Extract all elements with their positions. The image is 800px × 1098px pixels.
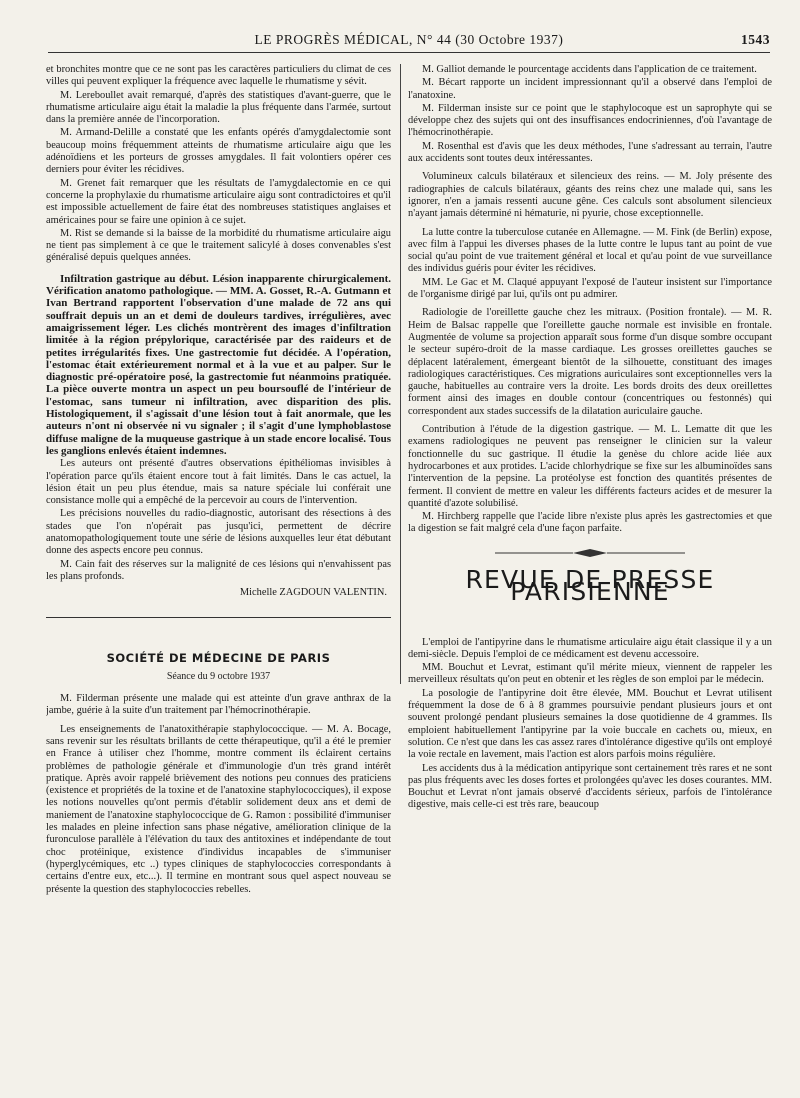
page-number: 1543 (741, 32, 770, 47)
paragraph: MM. Le Gac et M. Claqué appuyant l'exposé de l'auteur insistent sur l'importance de l'organisme dirigé par lui, qu'ils ont pu admirer. (408, 276, 772, 301)
paragraph: M. Galliot demande le pourcentage accidents dans l'application de ce traitement. (422, 64, 757, 75)
paragraph: M. Bécart rapporte un incident impressionnant qu'il a observé dans l'emploi de l'anatoxine. (408, 77, 772, 101)
left-column (46, 64, 391, 1086)
paragraph: M. Rist se demande si la baisse de la morbidité du rhumatisme articulaire aigu ne tient pas simplement à ce que le traitement salicylé à doses convenables s'est généralisé depuis quelques années. (46, 227, 391, 264)
section-paragraph: Volumineux calculs bilatéraux et silencieux des reins. — M. Joly présente des radiographies de calculs bilatéraux, géants des reins chez une malade qui, sans les ignorer, n'en a jamais ressenti aucune gêne. Ces calculs sont absolument silencieux n'ayant jamais déterminé ni hématurie, ni pyurie, chose exceptionnelle. (408, 171, 772, 220)
society-heading: SOCIÉTÉ DE MÉDECINE DE PARIS (106, 651, 331, 666)
column-divider (400, 64, 401, 684)
paragraph: M. Rosenthal est d'avis que les deux méthodes, l'une s'adressant au terrain, l'autre aux accidents sont toutes deux intéressantes. (408, 140, 772, 165)
section-paragraph: Contribution à l'étude de la digestion gastrique. — M. L. Lematte dit que les examens radiologiques ne peuvent pas renseigner le clinicien sur la valeur fonctionnelle du suc gastrique. Il étudie la genèse du chlore acide liée aux hydrocarbones et aux protides. L'acide chlorhydrique se fixe sur les albuminoïdes sans l'intervention de la pepsine. La protéolyse est fonction des quantités présentes de ferment. Il convient de mettre en valeur les différents facteurs acides et de mesurer la quantité d'azote solubilisé. (408, 424, 772, 509)
section-paragraph: Infiltration gastrique au début. Lésion inapparente chirurgicalement. Vérification anatomo pathologique. — MM. A. Gosset, R.-A. Gutmann et Ivan Bertrand rapportent l'observation d'une malade de 72 ans qui souffrait depuis un an et demi de douleurs tardives, irrégulières, avec amaigrissement léger. Les clichés montrèrent des images d'infiltration limitée à la région prépylorique, caractérisée par des raideurs et de petites irrégularités fixes. Une gastrectomie fut décidée. A l'opération, l'estomac était extérieurement normal et à la vue et au palper. Sur le diagnostic pré-opératoire posé, la gastrectomie fut néanmoins pratiquée. La pièce ouverte montra un aspect un peu boursouflé de l'intérieur de l'estomac, sans tumeur ni infiltration, avec disparition des plis. Histologiquement, il s'agissait d'une lésion tout à fait anormale, que les auteurs n'ont ni observée ni vu signaler ; il s'agit d'une lymphoblastose diffuse maligne de la muqueuse gastrique à un stade encore localisé. Tous les ganglions enlevés étaient indemnes. (46, 272, 391, 457)
paragraph: M. Filderman présente une malade qui est atteinte d'un grave anthrax de la jambe, guérie à la suite d'un traitement par l'hémocrinothérapie. (46, 693, 391, 717)
revue-heading: REVUE DE PRESSE PARISIENNE (465, 564, 715, 607)
ornament-rule (408, 548, 772, 560)
section-paragraph: Les enseignements de l'anatoxithérapie staphylococcique. — M. A. Bocage, sans revenir sur les résultats brillants de cette thérapeutique, qu'il a été le premier en France à utiliser chez l'homme, montre comment ils éclairent certains problèmes de pathologie générale et d'immunologie d'un très grand intérêt pratique. Après avoir rappelé brièvement des notions peu connues des praticiens (existence et propriétés de la toxine et de l'anatoxine staphylococciques), il expose les notions nouvelles qu'ont permis d'établir solidement deux ans et demi de maniement de l'anatoxine staphylococcique de G. Ramon : possibilité d'immuniser les malades en pleine infection sans phase négative, amélioration clinique de la furonculose parallèle à l'élévation du taux des antitoxines et indépendante de tout choc protéinique, existence d'individus incapables de s'immuniser (hyperglycémiques, etc ..) types cliniques de staphylococcies correspondants à certains d'entre eux, etc...). Il termine en montrant sous quel aspect nouveau se présente la question des staphylococcies rebelles. (46, 723, 391, 895)
session-date: Séance du 9 octobre 1937 (166, 670, 271, 682)
paragraph: La posologie de l'antipyrine doit être élevée, MM. Bouchut et Levrat utilisent fréquemment la dose de 6 à 8 grammes poursuivie pendant plusieurs jours et ont souvent prolongé pendant plusieurs semaines la dose quotidienne de 4 grammes. Ils emploient habituellement l'antipyrine par la voie buccale en cachets ou, mieux, en solution. Ce n'est que dans les cas assez rares d'intolérance digestive qu'ils ont employé la voie rectale en lavement, mais l'action est alors parfois moins régulière. (408, 687, 772, 761)
paragraph: Les accidents dus à la médication antipyrique sont certainement très rares et ne sont pas plus fréquents avec les doses fortes et prolongées qu'avec les doses courantes. MM. Bouchut et Levrat n'ont jamais observé d'accidents sérieux, parfois de l'intolérance digestive, mais celle-ci est très rare, beaucoup (408, 762, 772, 811)
paragraph: et bronchites montre que ce ne sont pas les caractères particuliers du climat de ces villes qui peuvent expliquer la fréquence avec laquelle le rhumatisme y sévit. (46, 64, 391, 88)
author-signature: Michelle ZAGDOUN VALENTIN. (239, 587, 387, 599)
paragraph: M. Hirchberg rappelle que l'acide libre n'existe plus après les gastrectomies et que la digestion se fait malgré cela d'une façon parfaite. (408, 511, 772, 535)
paragraph: Les précisions nouvelles du radio-diagnostic, autorisant des résections à des stades que l'on n'opérait pas jusqu'ici, permettent de décrire anatomopathologiquement toute une série de lésions auxquelles leur état débutant donne des aspects encore peu connus. (46, 508, 391, 557)
running-title: LE PROGRÈS MÉDICAL, N° 44 (30 Octobre 1937) (254, 32, 564, 47)
section-paragraph: Radiologie de l'oreillette gauche chez les mitraux. (Position frontale). — M. R. Heim de Balsac rappelle que l'oreillette gauche normale est invisible en frontale. Augmentée de volume sa projection apparaît sous forme d'un disque sombre occupant le secteur supéro-droit de la masse cardiaque. Les grosses oreillettes gauches se déplacent latéralement, émergeant bientôt de la silhouette, constituant des images radiologiques caractéristiques. Ces migrations auriculaires sont exceptionnelles vers la gauche, habituelles au contraire vers la droite. Les bords droits des deux oreillettes forment ainsi des images en double contour (concentriques ou festonnés) qui correspondent aux stades successifs de la dilatation auriculaire gauche. (408, 307, 772, 417)
ornament-icon (495, 548, 685, 558)
running-header (48, 30, 770, 53)
paragraph: M. Grenet fait remarquer que les résultats de l'amygdalectomie en ce qui concerne la prophylaxie du rhumatisme articulaire aigu sont contradictoires et qu'il est impossible actuellement de faire état des nombreuses statistiques anglaises et américaines pour se faire une opinion à ce sujet. (46, 177, 391, 226)
paragraph: Les auteurs ont présenté d'autres observations épithéliomas invisibles à l'opération parce qu'ils étaient encore tout à fait limités. Dans le cas actuel, la lésion était un peu plus étendue, mais sa nature spéciale lui conférait une consistance molle qui a empêché de la percevoir au cours de l'intervention. (46, 458, 391, 507)
section-paragraph: La lutte contre la tuberculose cutanée en Allemagne. — M. Fink (de Berlin) expose, avec film à l'appui les diverses phases de la lutte contre le lupus tant au point de vue social qu'au point de vue traitement général et local et qu'au point de vue surveillance des individus guéris pour éviter les récidives. (408, 226, 772, 275)
paragraph: M. Lereboullet avait remarqué, d'après des statistiques d'avant-guerre, que le rhumatisme articulaire aigu était la maladie la plus fréquente dans l'armée, surtout dans la première année de l'incorporation. (46, 89, 391, 126)
paragraph: M. Cain fait des réserves sur la malignité de ces lésions qui n'envahissent pas les plans profonds. (46, 558, 391, 582)
paragraph: M. Armand-Delille a constaté que les enfants opérés d'amygdalectomie sont beaucoup moins fréquemment atteints de rhumatisme articulaire aigu que les adénoïdiens et les porteurs de grosses amygdales. Il fait volontiers opérer ces derniers pour éviter les récidives. (46, 127, 391, 176)
right-column (408, 64, 772, 1086)
paragraph: MM. Bouchut et Levrat, estimant qu'il mérite mieux, viennent de rappeler les merveilleux résultats qu'on peut en obtenir et les règles de son emploi par le médecin. (408, 662, 772, 686)
section-rule (46, 617, 391, 618)
paragraph: M. Filderman insiste sur ce point que le staphylocoque est un saprophyte qui se développe chez des sujets qui ont des insuffisances endocriniennes, d'où l'avantage de l'hémocrinothérapie. (408, 102, 772, 139)
paragraph: L'emploi de l'antipyrine dans le rhumatisme articulaire aigu était classique il y a un demi-siècle. Depuis l'emploi de ce médicament est devenu accessoire. (408, 636, 772, 660)
